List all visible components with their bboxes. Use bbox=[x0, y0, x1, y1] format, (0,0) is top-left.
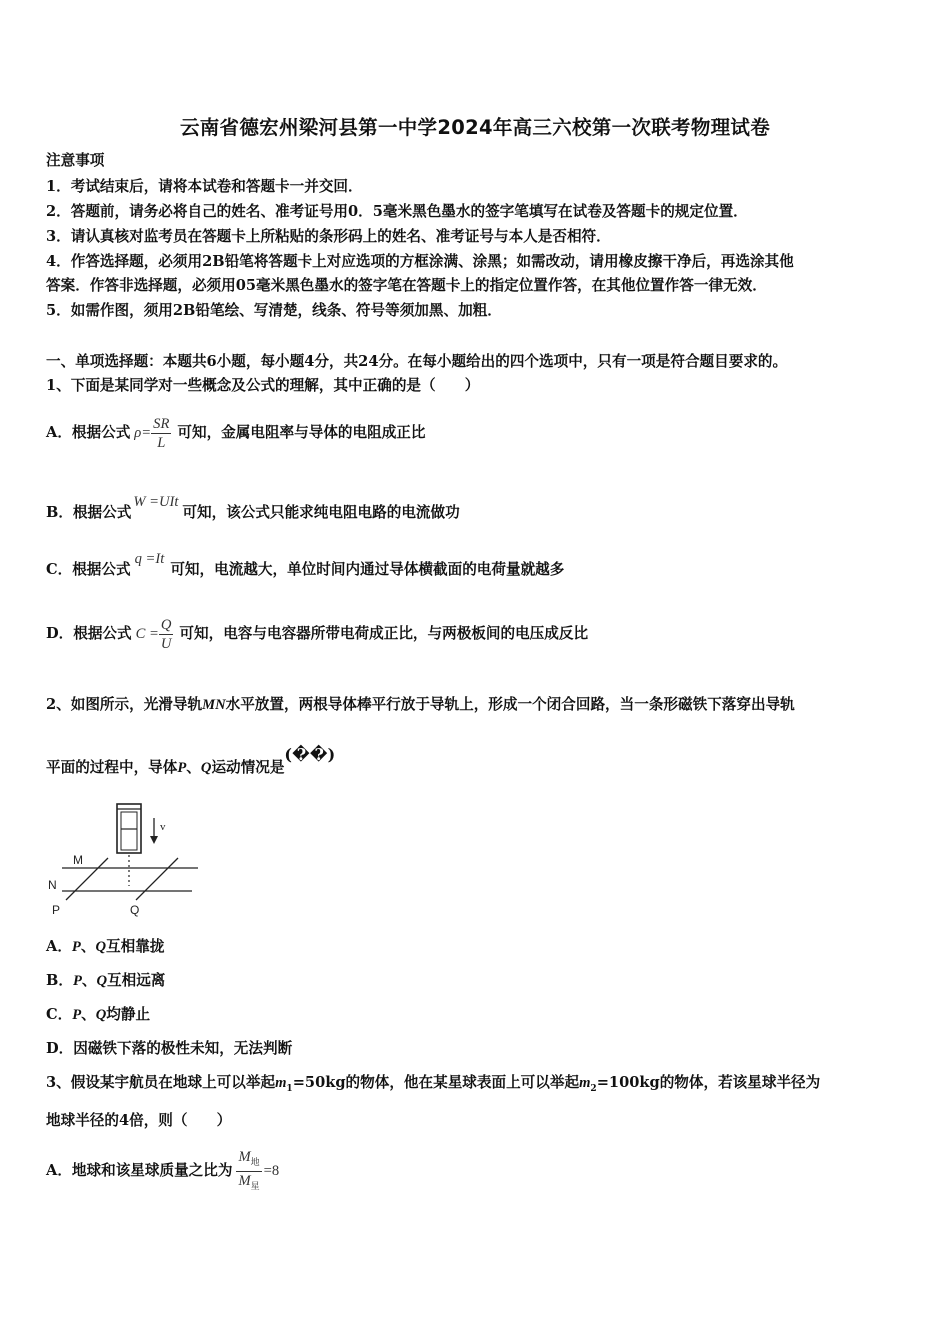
q2-b-q: Q bbox=[96, 973, 108, 989]
q2-mn-symbol: MN bbox=[202, 697, 226, 713]
q1-c-formula: q =It bbox=[134, 551, 165, 567]
q1-d-text: 可知，电容与电容器所带电荷成正比，与两极板间的电压成反比 bbox=[179, 625, 589, 642]
q3-a-den-subscript: 星 bbox=[250, 1180, 260, 1191]
q3-text: 3、假设某宇航员在地球上可以举起 bbox=[46, 1074, 276, 1091]
notice-item-4: 4．作答选择题，必须用2B铅笔将答题卡上对应选项的方框涂满、涂黑；如需改动，请用橡皮擦干净后，再选涂其他 bbox=[46, 253, 794, 270]
q2-figure bbox=[40, 798, 210, 923]
q2-b-sep: 、 bbox=[81, 972, 97, 989]
q3-a-denominator bbox=[236, 1172, 261, 1195]
q1-d-lhs: C = bbox=[135, 626, 159, 642]
q1-c-text: 可知，电流越大，单位时间内通过导体横截面的电荷量就越多 bbox=[170, 561, 565, 578]
q1-option-a bbox=[46, 410, 425, 456]
q2-b-text: 互相远离 bbox=[107, 972, 166, 989]
q3-m1-value: =50kg bbox=[292, 1074, 346, 1091]
q2-a-sep: 、 bbox=[80, 938, 96, 955]
q1-option-b bbox=[46, 496, 460, 530]
q2-text: 平面的过程中，导体 bbox=[46, 759, 178, 776]
q2-c-sep: 、 bbox=[81, 1006, 96, 1023]
q2-text: 、 bbox=[186, 759, 201, 776]
q2-c-p: P bbox=[72, 1007, 82, 1023]
q3-stem-line1 bbox=[46, 1074, 820, 1098]
velocity-label: v bbox=[160, 821, 166, 833]
q1-d-numerator: Q bbox=[160, 616, 172, 633]
q3-a-label: A．地球和该星球质量之比为 bbox=[46, 1162, 233, 1179]
q1-b-label: B．根据公式 bbox=[46, 504, 132, 521]
q2-text: 运动情况是 bbox=[211, 759, 285, 776]
q2-option-d: D．因磁铁下落的极性未知，无法判断 bbox=[46, 1040, 293, 1057]
q2-answer-brackets: (��) bbox=[284, 745, 336, 764]
q2-a-label: A． bbox=[46, 938, 72, 955]
q3-text: 的物体，若该星球半径为 bbox=[659, 1074, 821, 1091]
q2-stem-line2 bbox=[46, 745, 336, 777]
notice-item-3: 3．请认真核对监考员在答题卡上所粘贴的条形码上的姓名、准考证号与本人是否相符． bbox=[46, 228, 611, 245]
q1-a-label: A．根据公式 bbox=[46, 424, 131, 441]
q3-option-a bbox=[46, 1146, 279, 1196]
q1-d-denominator: U bbox=[160, 635, 172, 652]
q2-a-p: P bbox=[71, 939, 81, 955]
q3-a-numerator bbox=[236, 1148, 261, 1172]
q2-text: 2、如图所示，光滑导轨 bbox=[46, 696, 203, 713]
q3-a-den-symbol: M bbox=[238, 1172, 251, 1189]
q3-m2-value: =100kg bbox=[596, 1074, 660, 1091]
notice-item-4-cont: 答案．作答非选择题，必须用05毫米黑色墨水的签字笔在答题卡上的指定位置作答，在其他位置作答一律无效． bbox=[46, 277, 767, 294]
notice-item-2: 2．答题前，请务必将自己的姓名、准考证号用0．5毫米黑色墨水的签字笔填写在试卷及答题卡的规定位置． bbox=[46, 203, 748, 220]
q2-c-text: 均静止 bbox=[106, 1006, 151, 1023]
q1-c-label: C．根据公式 bbox=[46, 561, 131, 578]
label-p: P bbox=[52, 903, 61, 917]
q1-option-d bbox=[46, 611, 588, 657]
velocity-arrow bbox=[150, 818, 166, 844]
q2-c-q: Q bbox=[95, 1007, 107, 1023]
label-n: N bbox=[48, 878, 57, 892]
q1-option-c bbox=[46, 553, 564, 587]
q2-stem-line1 bbox=[46, 696, 795, 714]
q1-a-fraction bbox=[151, 415, 171, 452]
q2-q-symbol: Q bbox=[200, 760, 212, 776]
section-heading: 一、单项选择题：本题共6小题，每小题4分，共24分。在每小题给出的四个选项中，只有一项是符合题目要求的。 bbox=[46, 353, 788, 370]
q3-text: 的物体，他在某星球表面上可以举起 bbox=[345, 1074, 580, 1091]
q1-a-numerator: SR bbox=[153, 415, 170, 432]
label-q: Q bbox=[130, 903, 140, 917]
q2-c-label: C． bbox=[46, 1006, 73, 1023]
q3-stem-line2: 地球半径的4倍，则（ ） bbox=[46, 1112, 232, 1129]
q2-b-label: B． bbox=[46, 972, 73, 989]
q2-p-symbol: P bbox=[177, 760, 187, 776]
q2-option-c bbox=[46, 1006, 150, 1024]
q2-b-p: P bbox=[72, 973, 82, 989]
q1-a-text: 可知，金属电阻率与导体的电阻成正比 bbox=[177, 424, 426, 441]
q1-a-lhs: ρ= bbox=[134, 425, 152, 441]
q3-m2-subscript: 2 bbox=[590, 1083, 597, 1094]
page-title: 云南省德宏州梁河县第一中学2024年高三六校第一次联考物理试卷 bbox=[179, 116, 771, 139]
q3-m1-symbol: m bbox=[275, 1075, 287, 1091]
rod-q bbox=[136, 858, 178, 900]
q1-d-label: D．根据公式 bbox=[46, 625, 132, 642]
q3-a-rhs: =8 bbox=[263, 1163, 280, 1179]
q1-d-fraction bbox=[159, 616, 174, 653]
q2-option-b bbox=[46, 972, 165, 990]
q3-m1-subscript: 1 bbox=[286, 1083, 293, 1094]
q1-stem: 1、下面是某同学对一些概念及公式的理解，其中正确的是（ ） bbox=[46, 377, 480, 394]
q1-b-formula: W =UIt bbox=[133, 494, 179, 510]
magnet bbox=[117, 804, 141, 853]
q3-m2-symbol: m bbox=[579, 1075, 591, 1091]
q2-a-text: 互相靠拢 bbox=[106, 938, 165, 955]
notice-item-5: 5．如需作图，须用2B铅笔绘、写清楚，线条、符号等须加黑、加粗． bbox=[46, 302, 502, 319]
q2-text: 水平放置，两根导体棒平行放于导轨上，形成一个闭合回路，当一条形磁铁下落穿出导轨 bbox=[225, 696, 795, 713]
notice-heading: 注意事项 bbox=[46, 152, 105, 169]
q1-a-denominator: L bbox=[157, 434, 166, 451]
notice-item-1: 1．考试结束后，请将本试卷和答题卡一并交回． bbox=[46, 178, 363, 195]
q2-a-q: Q bbox=[95, 939, 106, 955]
q3-a-fraction bbox=[236, 1148, 261, 1195]
q1-b-text: 可知，该公式只能求纯电阻电路的电流做功 bbox=[182, 504, 460, 521]
q3-a-num-subscript: 地 bbox=[250, 1156, 260, 1167]
q2-option-a bbox=[46, 938, 164, 956]
q3-a-num-symbol: M bbox=[238, 1148, 251, 1165]
label-m: M bbox=[73, 853, 83, 867]
